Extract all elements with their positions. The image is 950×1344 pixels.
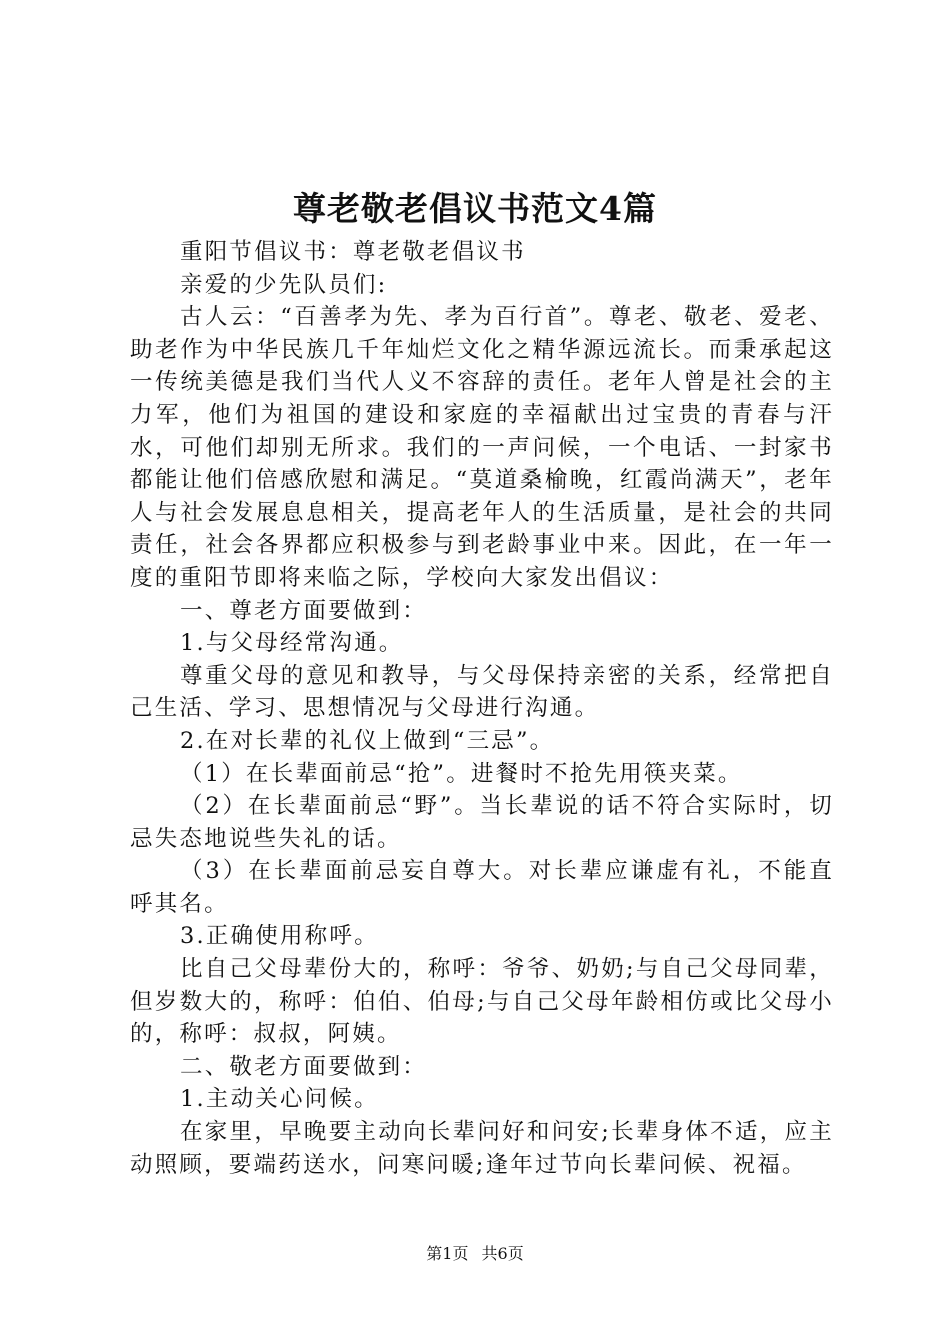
page-total: 共6页 [481, 1244, 524, 1263]
paragraph: 亲爱的少先队员们: [180, 271, 388, 298]
paragraph: 重阳节倡议书：尊老敬老倡议书 [180, 239, 526, 265]
page-number: 第1页 [426, 1244, 469, 1263]
sub-item: （1）在长辈面前忌“抢”。进餐时不抢先用筷夹菜。 [180, 760, 743, 787]
paragraph: 尊重父母的意见和教导，与父母保持亲密的关系，经常把自己生活、学习、思想情况与父母进行沟通。 [130, 662, 834, 722]
item-heading: 2.在对长辈的礼仪上做到“三忌”。 [180, 727, 555, 754]
paragraph: 比自己父母辈份大的，称呼：爷爷、奶奶;与自己父母同辈，但岁数大的，称呼：伯伯、伯母;与自己父母年龄相仿或比父母小的，称呼：叔叔，阿姨。 [130, 956, 834, 1048]
item-heading: 1.与父母经常沟通。 [180, 630, 404, 657]
document-body [130, 236, 834, 1181]
document-title: 尊老敬老倡议书范文4篇 [293, 189, 657, 228]
item-heading: 3.正确使用称呼。 [180, 923, 379, 950]
paragraph: 古人云：“百善孝为先、孝为百行首”。尊老、敬老、爱老、助老作为中华民族几千年灿烂文化之精华源远流长。而秉承起这一传统美德是我们当代人义不容辞的责任。老年人曾是社会的主力军，他们为祖国的建设和家庭的幸福献出过宝贵的青春与汗水，可他们却别无所求。我们的一声问候，一个电话、一封家书都能让他们倍感欣慰和满足。“莫道桑榆晚，红霞尚满天”，老年人与社会发展息息相关，提高老年人的生活质量，是社会的共同责任，社会各界都应积极参与到老龄事业中来。因此，在一年一度的重阳节即将来临之际，学校向大家发出倡议： [130, 304, 834, 591]
section-heading: 一、尊老方面要做到： [180, 597, 428, 624]
page-footer [0, 1243, 950, 1265]
sub-item: （2）在长辈面前忌“野”。当长辈说的话不符合实际时，切忌失态地说些失礼的话。 [130, 793, 834, 852]
item-heading: 1.主动关心问候。 [180, 1086, 379, 1113]
sub-item: （3）在长辈面前忌妄自尊大。对长辈应谦虚有礼，不能直呼其名。 [130, 858, 834, 917]
section-heading: 二、敬老方面要做到： [180, 1053, 428, 1080]
paragraph: 在家里，早晚要主动向长辈问好和问安;长辈身体不适，应主动照顾，要端药送水，问寒问暖;逢年过节向长辈问候、祝福。 [130, 1119, 834, 1178]
